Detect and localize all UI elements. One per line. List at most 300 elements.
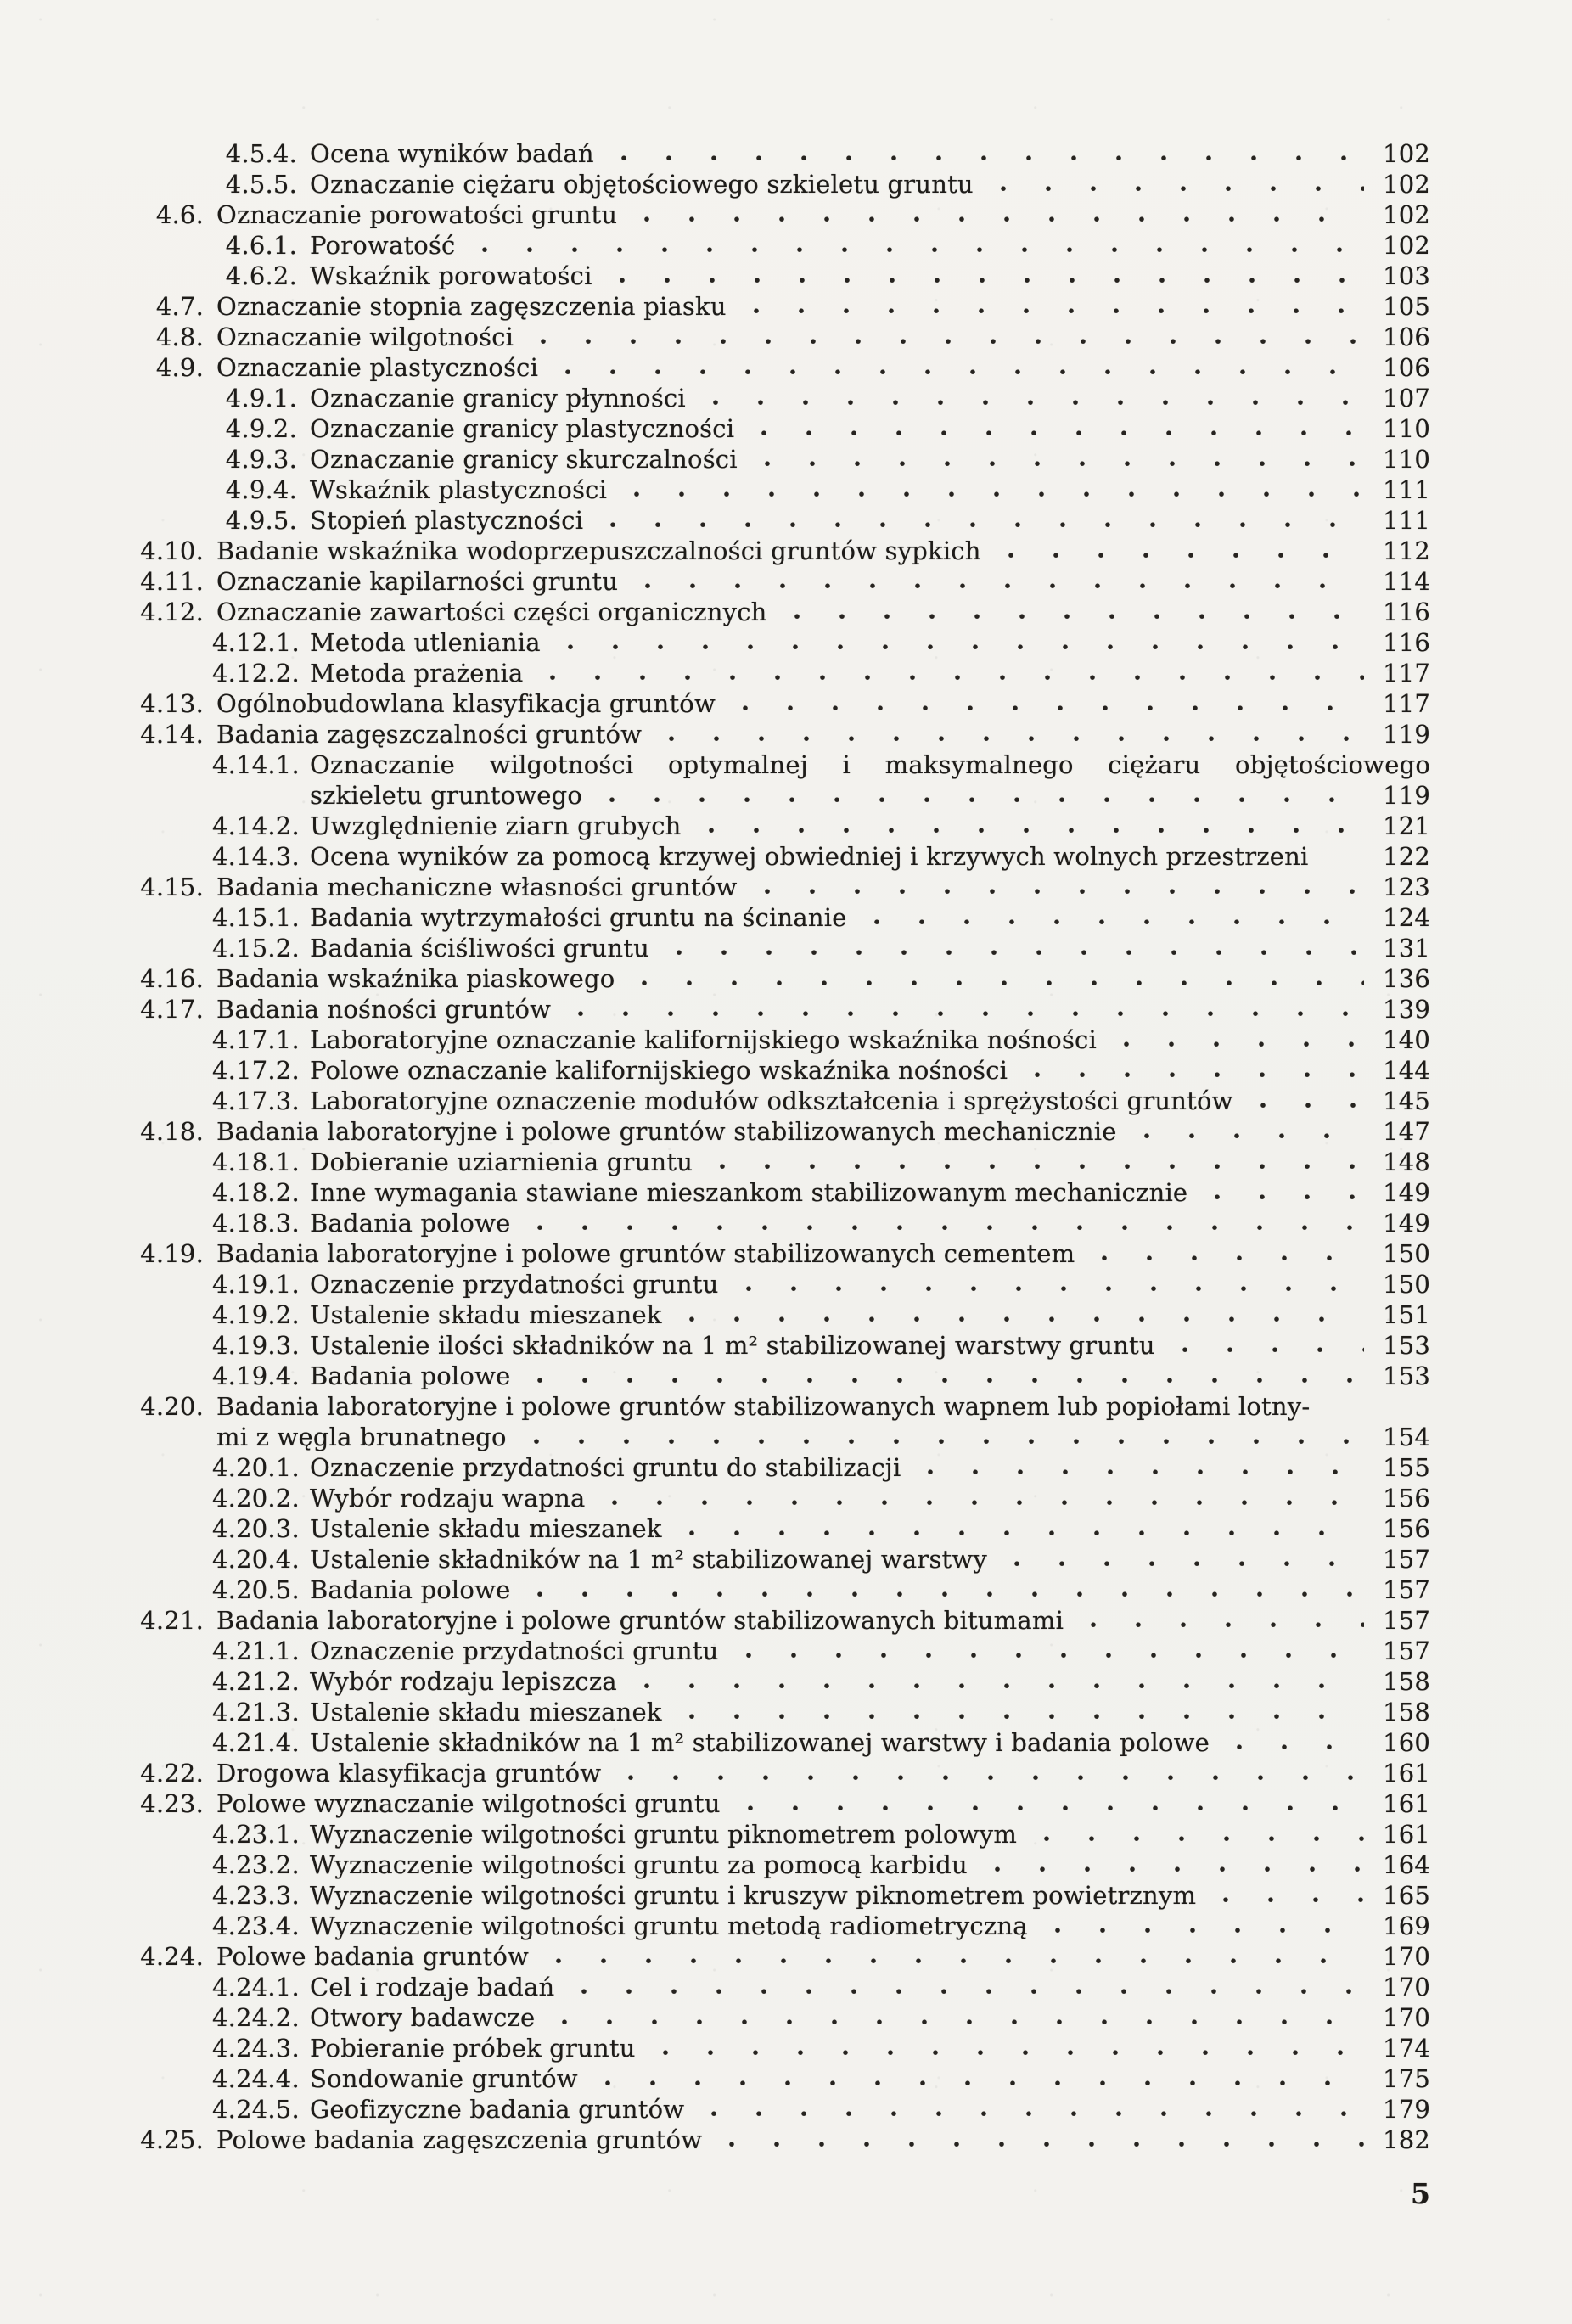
toc-entry-label: Oznaczanie kapilarności gruntu xyxy=(216,567,619,596)
dot-leader xyxy=(1079,1605,1364,1636)
toc-entry-number: 4.24.4. xyxy=(212,2064,300,2093)
toc-entry-label: Wyznaczenie wilgotności gruntu za pomocą karbidu xyxy=(310,1850,968,1879)
toc-entry-page: 102 xyxy=(1383,200,1430,229)
toc-entry-number: 4.11. xyxy=(140,567,204,596)
toc-entry-label: Ustalenie składników na 1 m² stabilizowanej warstwy i badania polowe xyxy=(310,1728,1210,1757)
dot-leader xyxy=(622,474,1364,505)
toc-entry-number: 4.17.2. xyxy=(212,1056,300,1085)
toc-entry-page: 182 xyxy=(1383,2125,1430,2154)
dot-leader xyxy=(609,138,1364,169)
dot-leader xyxy=(753,444,1364,474)
toc-entry-number: 4.20.2. xyxy=(212,1484,300,1513)
dot-leader xyxy=(753,872,1364,902)
toc-entry-number: 4.24.5. xyxy=(212,2095,300,2124)
toc-entry-number: 4.9.1. xyxy=(225,384,297,413)
toc-entry xyxy=(119,505,1430,536)
toc-entry-label: Oznaczanie wilgotności optymalnej i maksymalnego ciężaru objętościowego xyxy=(310,750,1430,779)
toc-entry-number: 4.15.1. xyxy=(212,903,300,932)
toc-entry xyxy=(119,902,1430,933)
toc-entry-label: Badania laboratoryjne i polowe gruntów stabilizowanych wapnem lub popiołami lotny- xyxy=(216,1392,1311,1421)
dot-leader xyxy=(556,627,1364,658)
toc-entry-page: 179 xyxy=(1383,2095,1430,2124)
toc-entry-number: 4.17. xyxy=(140,995,204,1024)
toc-entry-number: 4.6.2. xyxy=(225,261,297,290)
toc-entry xyxy=(119,2002,1430,2033)
toc-entry-page: 157 xyxy=(1383,1606,1430,1635)
dot-leader xyxy=(608,261,1364,291)
toc-entry-page: 169 xyxy=(1383,1911,1430,1940)
dot-leader xyxy=(600,1483,1364,1513)
toc-entry-page: 150 xyxy=(1383,1270,1430,1299)
dot-leader xyxy=(677,1697,1364,1727)
dot-leader xyxy=(598,780,1364,811)
toc-entry xyxy=(119,1483,1430,1513)
dot-leader xyxy=(544,1941,1364,1972)
toc-entry xyxy=(119,1605,1430,1636)
toc-entry-number: 4.17.1. xyxy=(212,1025,300,1054)
toc-entry-number: 4.13. xyxy=(140,689,204,718)
dot-leader xyxy=(997,536,1364,566)
toc-entry xyxy=(119,1880,1430,1911)
toc-entry-number: 4.9.2. xyxy=(225,414,297,443)
toc-entry-label: Polowe badania gruntów xyxy=(216,1942,530,1971)
toc-entry-page: 156 xyxy=(1383,1484,1430,1513)
toc-entry-page: 131 xyxy=(1383,934,1430,963)
toc-entry-label: Wskaźnik porowatości xyxy=(310,261,592,290)
toc-entry-number: 4.23.2. xyxy=(212,1850,300,1879)
toc-entry-page: 102 xyxy=(1383,139,1430,168)
toc-entry xyxy=(119,199,1430,230)
toc-entry xyxy=(119,261,1430,291)
toc-entry-page: 116 xyxy=(1383,598,1430,626)
toc-entry-page: 139 xyxy=(1383,995,1430,1024)
toc-entry xyxy=(119,933,1430,963)
toc-entry-number: 4.24. xyxy=(140,1942,204,1971)
dot-leader xyxy=(1249,1086,1364,1116)
toc-entry xyxy=(119,1177,1430,1208)
toc-entry xyxy=(119,1911,1430,1941)
toc-entry-label: Badania polowe xyxy=(310,1575,511,1604)
toc-entry-number: 4.14.1. xyxy=(212,750,300,779)
toc-entry xyxy=(119,169,1430,199)
dot-leader xyxy=(525,1208,1364,1238)
dot-leader xyxy=(1043,1911,1364,1941)
toc-entry-number: 4.15. xyxy=(140,873,204,901)
toc-entry-label: Otwory badawcze xyxy=(310,2003,536,2032)
dot-leader xyxy=(665,933,1364,963)
toc-entry-page: 154 xyxy=(1383,1423,1430,1451)
toc-entry xyxy=(119,1269,1430,1300)
toc-entry-label: Laboratoryjne oznaczenie modułów odkształcenia i sprężystości gruntów xyxy=(310,1086,1233,1115)
toc-entry xyxy=(119,1972,1430,2002)
toc-entry-number: 4.20.1. xyxy=(212,1453,300,1482)
toc-entry-page: 107 xyxy=(1383,384,1430,413)
toc-entry xyxy=(119,2063,1430,2094)
dot-leader xyxy=(916,1452,1364,1483)
dot-leader xyxy=(783,597,1364,627)
toc-entry-number: 4.5.5. xyxy=(225,170,297,199)
toc-entry-page: 165 xyxy=(1383,1881,1430,1910)
toc-entry xyxy=(119,2094,1430,2125)
toc-entry-page: 119 xyxy=(1383,720,1430,749)
toc-entry xyxy=(119,780,1430,811)
toc-entry-number: 4.21.4. xyxy=(212,1728,300,1757)
dot-leader xyxy=(734,1269,1365,1300)
toc-entry-page: 121 xyxy=(1383,811,1430,840)
toc-entry xyxy=(119,138,1430,169)
dot-leader xyxy=(983,1850,1364,1880)
toc-entry-number: 4.21.3. xyxy=(212,1698,300,1726)
dot-leader xyxy=(736,1788,1364,1819)
toc-entry-label: Stopień plastyczności xyxy=(310,506,584,535)
toc-entry-number: 4.12. xyxy=(140,598,204,626)
toc-entry xyxy=(119,2125,1430,2155)
toc-entry xyxy=(119,1697,1430,1727)
toc-entry-page: 119 xyxy=(1383,781,1430,810)
toc-entry xyxy=(119,1666,1430,1697)
dot-leader xyxy=(862,902,1364,933)
toc-entry xyxy=(119,841,1430,872)
toc-entry-page: 117 xyxy=(1383,689,1430,718)
toc-entry xyxy=(119,322,1430,352)
toc-entry-number: 4.20. xyxy=(140,1392,204,1421)
toc-entry xyxy=(119,872,1430,902)
toc-entry-label: Ustalenie składu mieszanek xyxy=(310,1514,662,1543)
toc-entry-page: 103 xyxy=(1383,261,1430,290)
toc-entry-label: Dobieranie uziarnienia gruntu xyxy=(310,1148,693,1176)
toc-entry-label: Badania laboratoryjne i polowe gruntów stabilizowanych cementem xyxy=(216,1239,1075,1268)
toc-entry-label: Oznaczanie ciężaru objętościowego szkieletu gruntu xyxy=(310,170,974,199)
toc-entry xyxy=(119,1636,1430,1666)
toc-entry-number: 4.21.1. xyxy=(212,1636,300,1665)
toc-entry-number: 4.21. xyxy=(140,1606,204,1635)
toc-entry-label: Wyznaczenie wilgotności gruntu i kruszyw piknometrem powietrznym xyxy=(310,1881,1197,1910)
toc-entry xyxy=(119,1819,1430,1850)
toc-entry-number: 4.9.5. xyxy=(225,506,297,535)
toc-entry-number: 4.19.3. xyxy=(212,1331,300,1360)
toc-entry-page: 124 xyxy=(1383,903,1430,932)
toc-entry-page: 174 xyxy=(1383,2034,1430,2063)
toc-entry-number: 4.20.3. xyxy=(212,1514,300,1543)
toc-entry xyxy=(119,1788,1430,1819)
toc-entry xyxy=(119,1208,1430,1238)
toc-entry-label: Polowe oznaczanie kalifornijskiego wskaźnika nośności xyxy=(310,1056,1008,1085)
dot-leader xyxy=(1132,1116,1364,1147)
toc-entry-page: 122 xyxy=(1383,842,1430,871)
toc-entry-number: 4.22. xyxy=(140,1759,204,1788)
toc-entry-page: 158 xyxy=(1383,1698,1430,1726)
toc-entry-number: 4.24.2. xyxy=(212,2003,300,2032)
toc-entry xyxy=(119,1513,1430,1544)
toc-entry xyxy=(119,536,1430,566)
toc-entry-label: Wyznaczenie wilgotności gruntu metodą radiometryczną xyxy=(310,1911,1028,1940)
toc-entry-label: Oznaczanie wilgotności xyxy=(216,323,514,351)
toc-entry-label: Badania ściśliwości gruntu xyxy=(310,934,649,963)
toc-entry-label: Badania laboratoryjne i polowe gruntów stabilizowanych mechanicznie xyxy=(216,1117,1117,1146)
toc-entry-page: 170 xyxy=(1383,2003,1430,2032)
toc-entry-number: 4.23.4. xyxy=(212,1911,300,1940)
dot-leader xyxy=(1211,1880,1364,1911)
toc-entry-page: 158 xyxy=(1383,1667,1430,1696)
toc-entry-label: Oznaczanie plastyczności xyxy=(216,353,539,382)
toc-entry-page: 153 xyxy=(1383,1331,1430,1360)
toc-entry xyxy=(119,1147,1430,1177)
toc-entry xyxy=(119,627,1430,658)
toc-entry-label: Oznaczanie stopnia zagęszczenia piasku xyxy=(216,292,727,321)
toc-entry-page: 153 xyxy=(1383,1361,1430,1390)
dot-leader xyxy=(538,658,1364,688)
dot-leader xyxy=(651,2033,1364,2063)
toc-entry-page: 161 xyxy=(1383,1789,1430,1818)
toc-entry-label: Wyznaczenie wilgotności gruntu piknometrem polowym xyxy=(310,1820,1018,1849)
toc-entry-label: Laboratoryjne oznaczanie kalifornijskiego wskaźnika nośności xyxy=(310,1025,1097,1054)
dot-leader xyxy=(1112,1024,1364,1055)
dot-leader xyxy=(734,1636,1365,1666)
toc-entry-label: Wybór rodzaju wapna xyxy=(310,1484,586,1513)
toc-entry xyxy=(119,1024,1430,1055)
toc-entry xyxy=(119,963,1430,994)
toc-entry-number: 4.23. xyxy=(140,1789,204,1818)
toc-entry-number: 4.19.2. xyxy=(212,1300,300,1329)
dot-leader xyxy=(677,1513,1364,1544)
toc-entry xyxy=(119,474,1430,505)
toc-entry xyxy=(119,291,1430,322)
dot-leader xyxy=(529,322,1364,352)
toc-entry-number: 4.24.3. xyxy=(212,2034,300,2063)
toc-entry-number: 4.8. xyxy=(155,323,204,351)
toc-entry-page: 156 xyxy=(1383,1514,1430,1543)
toc-entry-number: 4.14. xyxy=(140,720,204,749)
toc-entry-page: 105 xyxy=(1383,292,1430,321)
dot-leader xyxy=(989,169,1364,199)
toc-entry xyxy=(119,1086,1430,1116)
toc-entry-label: Ocena wyników za pomocą krzywej obwiedniej i krzywych wolnych przestrzeni xyxy=(310,842,1309,871)
toc-entry-number: 4.21.2. xyxy=(212,1667,300,1696)
toc-entry-page: 116 xyxy=(1383,628,1430,657)
toc-entry-label: Ustalenie ilości składników na 1 m² stabilizowanej warstwy gruntu xyxy=(310,1331,1155,1360)
toc-entry-number: 4.9.3. xyxy=(225,445,297,474)
dot-leader xyxy=(525,1575,1364,1605)
toc-entry-page: 102 xyxy=(1383,170,1430,199)
dot-leader xyxy=(566,994,1364,1024)
dot-leader xyxy=(731,688,1364,719)
toc-entry xyxy=(119,2033,1430,2063)
toc-entry-label: Inne wymagania stawiane mieszankom stabilizowanym mechanicznie xyxy=(310,1178,1188,1207)
dot-leader xyxy=(522,1422,1364,1452)
dot-leader xyxy=(1324,841,1364,872)
toc-entry-number: 4.19. xyxy=(140,1239,204,1268)
toc-entry-page: 114 xyxy=(1383,567,1430,596)
toc-entry-page: 111 xyxy=(1383,506,1430,535)
toc-entry-number: 4.23.1. xyxy=(212,1820,300,1849)
dot-leader xyxy=(1203,1177,1364,1208)
toc-entry xyxy=(119,444,1430,474)
dot-leader xyxy=(632,199,1364,230)
toc-entry xyxy=(119,352,1430,383)
toc-entry xyxy=(119,1238,1430,1269)
toc-entry-label: Polowe badania zagęszczenia gruntów xyxy=(216,2125,703,2154)
toc-entry-label: Badania nośności gruntów xyxy=(216,995,552,1024)
toc-entry-page: 161 xyxy=(1383,1820,1430,1849)
toc-entry-page: 136 xyxy=(1383,964,1430,993)
toc-entry-number: 4.14.2. xyxy=(212,811,300,840)
dot-leader xyxy=(717,2125,1364,2155)
toc-entry-page: 164 xyxy=(1383,1850,1430,1879)
toc-entry-number: 4.6.1. xyxy=(225,231,297,260)
toc-entry-label: Badania wskaźnika piaskowego xyxy=(216,964,615,993)
toc-entry-page: 123 xyxy=(1383,873,1430,901)
dot-leader xyxy=(632,1666,1364,1697)
toc-entry-page: 110 xyxy=(1383,414,1430,443)
toc-entry xyxy=(119,1330,1430,1361)
toc-entry-number: 4.18.2. xyxy=(212,1178,300,1207)
toc-entry-number: 4.9. xyxy=(155,353,204,382)
toc-entry-number: 4.14.3. xyxy=(212,842,300,871)
toc-entry-label: Geofizyczne badania gruntów xyxy=(310,2095,685,2124)
toc-entry xyxy=(119,811,1430,841)
dot-leader xyxy=(1171,1330,1364,1361)
toc-entry-label: Drogowa klasyfikacja gruntów xyxy=(216,1759,602,1788)
toc-entry-number: 4.15.2. xyxy=(212,934,300,963)
toc-entry-label: Oznaczenie przydatności gruntu do stabilizacji xyxy=(310,1453,901,1482)
toc-entry-number: 4.9.4. xyxy=(225,475,297,504)
toc-entry-label: Wybór rodzaju lepiszcza xyxy=(310,1667,617,1696)
toc-entry-label: Oznaczanie granicy płynności xyxy=(310,384,686,413)
toc-entry-label: Oznaczanie granicy skurczalności xyxy=(310,445,738,474)
toc-entry-number: 4.25. xyxy=(140,2125,204,2154)
toc-entry-label: Polowe wyznaczanie wilgotności gruntu xyxy=(216,1789,721,1818)
toc-entry-page: 160 xyxy=(1383,1728,1430,1757)
toc-entry-label: Porowatość xyxy=(310,231,456,260)
dot-leader xyxy=(593,2063,1364,2094)
toc-entry-label: Oznaczenie przydatności gruntu xyxy=(310,1270,719,1299)
toc-entry-label: Cel i rodzaje badań xyxy=(310,1973,555,2001)
toc-entry-number: 4.20.4. xyxy=(212,1545,300,1574)
toc-entry xyxy=(119,383,1430,413)
toc-entry xyxy=(119,413,1430,444)
dot-leader xyxy=(750,413,1364,444)
toc-entry-page: 157 xyxy=(1383,1575,1430,1604)
toc-entry xyxy=(119,597,1430,627)
toc-entry xyxy=(119,1544,1430,1575)
toc-entry-label: Badania laboratoryjne i polowe gruntów stabilizowanych bitumami xyxy=(216,1606,1064,1635)
toc-entry-page: 144 xyxy=(1383,1056,1430,1085)
dot-leader xyxy=(1002,1544,1364,1575)
toc-entry-page: 149 xyxy=(1383,1209,1430,1238)
toc-entry xyxy=(119,1941,1430,1972)
toc-entry-page: 149 xyxy=(1383,1178,1430,1207)
dot-leader xyxy=(742,291,1364,322)
toc-entry xyxy=(119,566,1430,597)
toc-entry xyxy=(119,719,1430,749)
toc-entry xyxy=(119,1575,1430,1605)
toc-entry-label: Ustalenie składu mieszanek xyxy=(310,1698,662,1726)
toc-entry xyxy=(119,230,1430,261)
toc-entry-page: 140 xyxy=(1383,1025,1430,1054)
toc-entry-page: 106 xyxy=(1383,323,1430,351)
toc-entry-number: 4.16. xyxy=(140,964,204,993)
toc-entry-page: 175 xyxy=(1383,2064,1430,2093)
toc-entry-page: 157 xyxy=(1383,1545,1430,1574)
toc-entry-page: 151 xyxy=(1383,1300,1430,1329)
toc-entry xyxy=(119,1361,1430,1391)
dot-leader xyxy=(1032,1819,1364,1850)
toc-entry-label: Oznaczanie granicy plastyczności xyxy=(310,414,735,443)
toc-entry xyxy=(119,1452,1430,1483)
toc-entry-number: 4.12.2. xyxy=(212,659,300,688)
toc-entry xyxy=(119,749,1430,780)
dot-leader xyxy=(570,1972,1364,2002)
toc-entry-page: 170 xyxy=(1383,1942,1430,1971)
toc-entry xyxy=(119,1758,1430,1788)
toc-entry-page: 106 xyxy=(1383,353,1430,382)
dot-leader xyxy=(550,2002,1364,2033)
dot-leader xyxy=(697,811,1364,841)
toc-entry xyxy=(119,688,1430,719)
toc-entry-label: Oznaczanie porowatości gruntu xyxy=(216,200,618,229)
toc-entry-label: Badania mechaniczne własności gruntów xyxy=(216,873,738,901)
toc-entry-label: Ogólnobudowlana klasyfikacja gruntów xyxy=(216,689,716,718)
dot-leader xyxy=(616,1758,1364,1788)
toc-entry-page: 145 xyxy=(1383,1086,1430,1115)
dot-leader xyxy=(630,963,1364,994)
toc-entry-label: Badania polowe xyxy=(310,1209,511,1238)
table-of-contents xyxy=(119,138,1430,2155)
dot-leader xyxy=(525,1361,1364,1391)
toc-entry xyxy=(119,1850,1430,1880)
toc-entry-label: Badania polowe xyxy=(310,1361,511,1390)
toc-entry xyxy=(119,1391,1430,1422)
toc-entry-number: 4.18. xyxy=(140,1117,204,1146)
toc-entry-page: 117 xyxy=(1383,659,1430,688)
dot-leader xyxy=(699,2094,1364,2125)
toc-entry-label: szkieletu gruntowego xyxy=(310,781,583,810)
toc-entry-label: Badania zagęszczalności gruntów xyxy=(216,720,643,749)
toc-entry-page: 150 xyxy=(1383,1239,1430,1268)
toc-entry xyxy=(119,1055,1430,1086)
dot-leader xyxy=(1225,1727,1364,1758)
toc-entry-number: 4.19.1. xyxy=(212,1270,300,1299)
toc-entry-page: 111 xyxy=(1383,475,1430,504)
toc-entry-number: 4.20.5. xyxy=(212,1575,300,1604)
toc-entry-page: 147 xyxy=(1383,1117,1430,1146)
toc-entry-label: Pobieranie próbek gruntu xyxy=(310,2034,636,2063)
toc-entry-page: 112 xyxy=(1383,536,1430,565)
toc-entry-page: 170 xyxy=(1383,1973,1430,2001)
toc-entry-label: Metoda prażenia xyxy=(310,659,524,688)
toc-entry-label: Metoda utleniania xyxy=(310,628,541,657)
toc-entry-number: 4.18.3. xyxy=(212,1209,300,1238)
toc-entry-label: Badanie wskaźnika wodoprzepuszczalności gruntów sypkich xyxy=(216,536,981,565)
toc-entry-number: 4.17.3. xyxy=(212,1086,300,1115)
toc-entry-number: 4.23.3. xyxy=(212,1881,300,1910)
toc-entry-number: 4.7. xyxy=(155,292,204,321)
toc-entry-page: 102 xyxy=(1383,231,1430,260)
toc-entry-number: 4.18.1. xyxy=(212,1148,300,1176)
dot-leader xyxy=(1090,1238,1364,1269)
toc-entry-label: Wskaźnik plastyczności xyxy=(310,475,608,504)
toc-entry xyxy=(119,1116,1430,1147)
dot-leader xyxy=(553,352,1364,383)
dot-leader xyxy=(708,1147,1364,1177)
toc-entry-page: 161 xyxy=(1383,1759,1430,1788)
dot-leader xyxy=(677,1300,1364,1330)
toc-entry-label: Oznaczenie przydatności gruntu xyxy=(310,1636,719,1665)
toc-entry-label: Ocena wyników badań xyxy=(310,139,594,168)
dot-leader xyxy=(598,505,1364,536)
toc-entry-label: mi z węgla brunatnego xyxy=(216,1423,507,1451)
toc-entry-label: Oznaczanie zawartości części organicznych xyxy=(216,598,767,626)
